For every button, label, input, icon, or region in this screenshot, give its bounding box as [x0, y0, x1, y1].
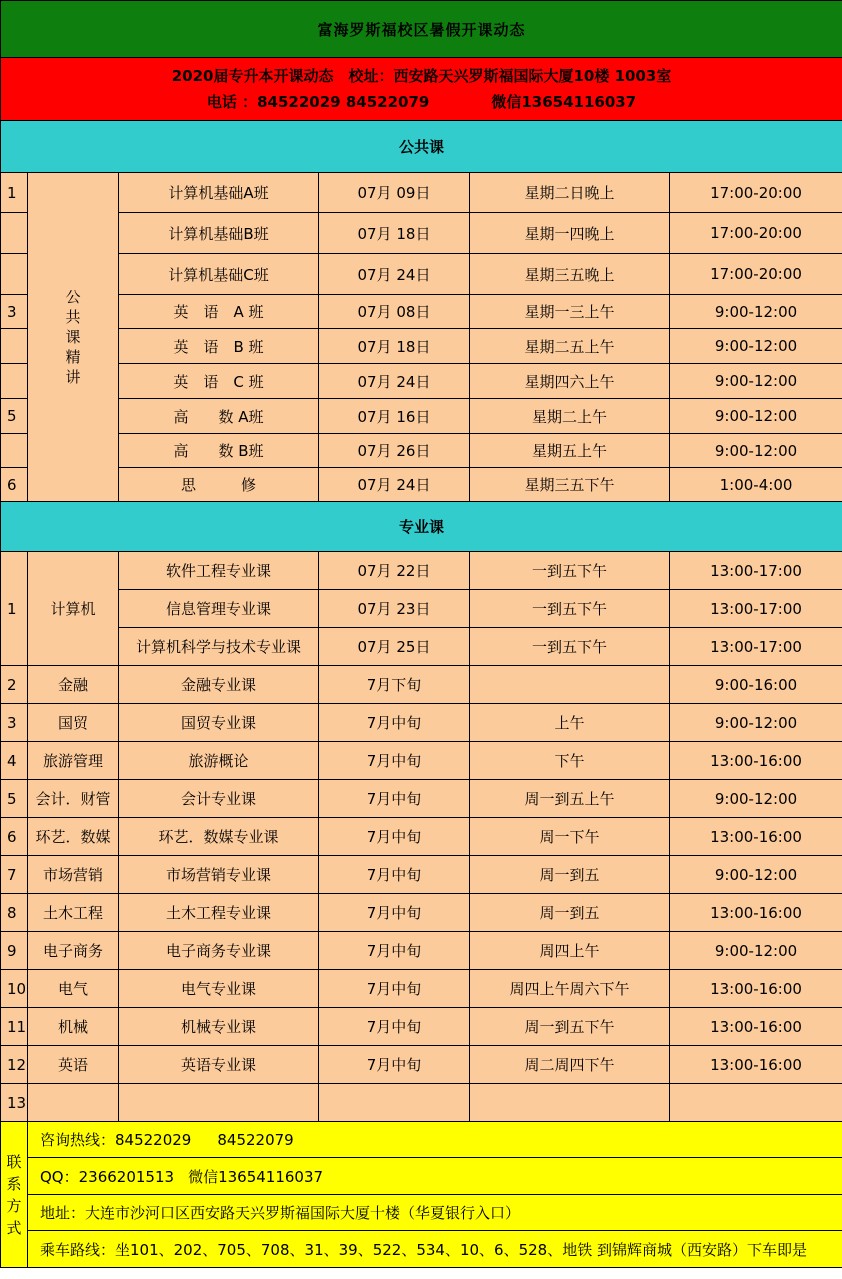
course-day: 一到五下午 [470, 590, 670, 628]
row-number: 4 [1, 742, 28, 780]
major-computer-row [1, 628, 842, 666]
row-number [1, 364, 28, 399]
contact-qq [28, 1158, 842, 1195]
course-name: 金融专业课 [119, 666, 319, 704]
contact-row-qq [1, 1158, 842, 1195]
course-name: 计算机基础C班 [119, 254, 319, 295]
course-date: 7月中旬 [319, 856, 470, 894]
major-course-row [1, 780, 842, 818]
major-section-row [1, 502, 842, 552]
course-name: 土木工程专业课 [119, 894, 319, 932]
contact-address: 地址：大连市沙河口区西安路天兴罗斯福国际大厦十楼（华夏银行入口） [28, 1195, 842, 1231]
row-number: 1 [1, 552, 28, 666]
course-name: 电子商务专业课 [119, 932, 319, 970]
course-time: 13:00-16:00 [670, 1008, 842, 1046]
course-date: 7月中旬 [319, 742, 470, 780]
major-course-row [1, 704, 842, 742]
public-category-label: 公 共 课 精 讲 [28, 173, 119, 502]
course-name: 旅游概论 [119, 742, 319, 780]
course-date: 07月 09日 [319, 173, 470, 213]
course-day: 周四上午周六下午 [470, 970, 670, 1008]
course-day: 上午 [470, 704, 670, 742]
course-time: 13:00-16:00 [670, 742, 842, 780]
course-name: 英 语 A 班 [119, 295, 319, 329]
course-date: 7月中旬 [319, 704, 470, 742]
public-course-row [1, 295, 842, 329]
major-course-row [1, 1046, 842, 1084]
contact-row-hotline [1, 1122, 842, 1158]
course-time: 13:00-17:00 [670, 590, 842, 628]
info-line-1: 2020届专升本开课动态 校址：西安路天兴罗斯福国际大厦10楼 1003室 [171, 67, 672, 85]
course-date: 7月中旬 [319, 894, 470, 932]
major-category: 机械 [28, 1008, 119, 1046]
course-time: 9:00-12:00 [670, 932, 842, 970]
row-number: 5 [1, 399, 28, 434]
course-name: 市场营销专业课 [119, 856, 319, 894]
course-date: 7月中旬 [319, 780, 470, 818]
course-name: 国贸专业课 [119, 704, 319, 742]
major-course-row [1, 894, 842, 932]
row-number: 12 [1, 1046, 28, 1084]
course-day: 周一下午 [470, 818, 670, 856]
hotline-secondary: 84522079 [217, 1131, 294, 1149]
major-category: 金融 [28, 666, 119, 704]
course-date: 07月 23日 [319, 590, 470, 628]
course-date: 07月 18日 [319, 329, 470, 364]
course-time: 13:00-16:00 [670, 1046, 842, 1084]
course-day: 下午 [470, 742, 670, 780]
public-course-row [1, 173, 842, 213]
course-date: 7月中旬 [319, 932, 470, 970]
course-time: 9:00-12:00 [670, 364, 842, 399]
course-name: 软件工程专业课 [119, 552, 319, 590]
major-course-row [1, 818, 842, 856]
row-number [1, 329, 28, 364]
page-title: 富海罗斯福校区暑假开课动态 [1, 1, 842, 58]
course-date: 07月 24日 [319, 468, 470, 502]
course-day: 周一到五下午 [470, 1008, 670, 1046]
row-number: 3 [1, 295, 28, 329]
row-number [1, 434, 28, 468]
course-date: 7月中旬 [319, 1008, 470, 1046]
row-number: 9 [1, 932, 28, 970]
row-number: 5 [1, 780, 28, 818]
course-time: 9:00-12:00 [670, 329, 842, 364]
row-number [1, 213, 28, 254]
major-category: 会计．财管 [28, 780, 119, 818]
course-day [470, 666, 670, 704]
course-time: 9:00-12:00 [670, 295, 842, 329]
course-time: 13:00-17:00 [670, 552, 842, 590]
course-name: 英语专业课 [119, 1046, 319, 1084]
major-category [28, 1084, 119, 1122]
course-name: 计算机基础A班 [119, 173, 319, 213]
course-name: 会计专业课 [119, 780, 319, 818]
wechat-number: 微信13654116037 [188, 1167, 324, 1186]
info-phone: 电话 ：84522029 84522079 [206, 93, 430, 111]
major-category: 国贸 [28, 704, 119, 742]
course-date: 7月中旬 [319, 970, 470, 1008]
course-time: 13:00-16:00 [670, 818, 842, 856]
major-computer-row [1, 590, 842, 628]
course-date: 07月 16日 [319, 399, 470, 434]
qq-number: QQ：2366201513 [40, 1167, 175, 1186]
course-name: 机械专业课 [119, 1008, 319, 1046]
course-day: 一到五下午 [470, 628, 670, 666]
public-section-title: 公共课 [1, 121, 842, 173]
major-category: 环艺．数媒 [28, 818, 119, 856]
major-category: 土木工程 [28, 894, 119, 932]
course-name: 计算机基础B班 [119, 213, 319, 254]
course-time: 13:00-17:00 [670, 628, 842, 666]
course-day: 周一到五 [470, 856, 670, 894]
major-computer-row [1, 552, 842, 590]
row-number: 2 [1, 666, 28, 704]
course-date: 7月下旬 [319, 666, 470, 704]
major-course-row [1, 970, 842, 1008]
course-day [470, 1084, 670, 1122]
contact-hotline [28, 1122, 842, 1158]
public-course-row [1, 468, 842, 502]
major-category: 英语 [28, 1046, 119, 1084]
course-date: 07月 08日 [319, 295, 470, 329]
row-number: 11 [1, 1008, 28, 1046]
course-name: 高 数 A班 [119, 399, 319, 434]
course-day: 星期三五下午 [470, 468, 670, 502]
row-number: 3 [1, 704, 28, 742]
major-course-row [1, 1084, 842, 1122]
course-day: 星期四六上午 [470, 364, 670, 399]
contact-row-address [1, 1195, 842, 1231]
course-date: 07月 22日 [319, 552, 470, 590]
course-name [119, 1084, 319, 1122]
course-date [319, 1084, 470, 1122]
row-number: 8 [1, 894, 28, 932]
course-name: 英 语 C 班 [119, 364, 319, 399]
row-number: 1 [1, 173, 28, 213]
major-course-row [1, 742, 842, 780]
course-day: 周一到五 [470, 894, 670, 932]
course-date: 07月 25日 [319, 628, 470, 666]
info-line-2 [1, 89, 842, 115]
major-course-row [1, 666, 842, 704]
major-category: 计算机 [28, 552, 119, 666]
course-day: 星期一三上午 [470, 295, 670, 329]
course-day: 星期三五晚上 [470, 254, 670, 295]
major-category: 电气 [28, 970, 119, 1008]
course-time: 9:00-12:00 [670, 856, 842, 894]
major-category: 市场营销 [28, 856, 119, 894]
row-number: 13 [1, 1084, 28, 1122]
contact-row-route [1, 1231, 842, 1268]
row-number: 10 [1, 970, 28, 1008]
course-date: 7月中旬 [319, 818, 470, 856]
contact-label: 联 系 方 式 [1, 1122, 28, 1268]
course-time [670, 1084, 842, 1122]
major-category: 旅游管理 [28, 742, 119, 780]
course-date: 07月 24日 [319, 254, 470, 295]
course-time: 9:00-12:00 [670, 780, 842, 818]
course-day: 星期二上午 [470, 399, 670, 434]
course-name: 英 语 B 班 [119, 329, 319, 364]
public-course-row [1, 329, 842, 364]
course-name: 高 数 B班 [119, 434, 319, 468]
row-number: 6 [1, 468, 28, 502]
public-course-row [1, 213, 842, 254]
course-day: 星期二日晚上 [470, 173, 670, 213]
course-time: 9:00-12:00 [670, 704, 842, 742]
course-time: 17:00-20:00 [670, 254, 842, 295]
course-name: 计算机科学与技术专业课 [119, 628, 319, 666]
public-course-row [1, 434, 842, 468]
course-day: 星期一四晚上 [470, 213, 670, 254]
major-course-row [1, 1008, 842, 1046]
course-time: 1:00-4:00 [670, 468, 842, 502]
hotline-primary: 咨询热线：84522029 [40, 1131, 192, 1149]
title-row [1, 1, 842, 58]
course-name: 思 修 [119, 468, 319, 502]
info-row [1, 58, 842, 121]
major-section-title: 专业课 [1, 502, 842, 552]
course-day: 周一到五上午 [470, 780, 670, 818]
course-name: 环艺．数媒专业课 [119, 818, 319, 856]
course-day: 一到五下午 [470, 552, 670, 590]
course-time: 9:00-12:00 [670, 399, 842, 434]
course-time: 17:00-20:00 [670, 173, 842, 213]
info-banner [1, 58, 842, 121]
major-course-row [1, 856, 842, 894]
course-time: 13:00-16:00 [670, 970, 842, 1008]
info-wechat: 微信13654116037 [491, 93, 637, 111]
course-day: 星期二五上午 [470, 329, 670, 364]
course-time: 9:00-12:00 [670, 434, 842, 468]
row-number: 6 [1, 818, 28, 856]
course-time: 17:00-20:00 [670, 213, 842, 254]
row-number: 7 [1, 856, 28, 894]
course-time: 13:00-16:00 [670, 894, 842, 932]
major-category: 电子商务 [28, 932, 119, 970]
course-date: 07月 26日 [319, 434, 470, 468]
course-date: 07月 24日 [319, 364, 470, 399]
course-day: 周二周四下午 [470, 1046, 670, 1084]
course-name: 信息管理专业课 [119, 590, 319, 628]
public-course-row [1, 399, 842, 434]
course-date: 07月 18日 [319, 213, 470, 254]
public-course-row [1, 254, 842, 295]
course-time: 9:00-16:00 [670, 666, 842, 704]
major-course-row [1, 932, 842, 970]
public-section-row [1, 121, 842, 173]
contact-route: 乘车路线：坐101、202、705、708、31、39、522、534、10、6、528、地铁 到锦辉商城（西安路）下车即是 [28, 1231, 842, 1268]
public-course-row [1, 364, 842, 399]
course-day: 周四上午 [470, 932, 670, 970]
course-day: 星期五上午 [470, 434, 670, 468]
row-number [1, 254, 28, 295]
course-name: 电气专业课 [119, 970, 319, 1008]
course-date: 7月中旬 [319, 1046, 470, 1084]
